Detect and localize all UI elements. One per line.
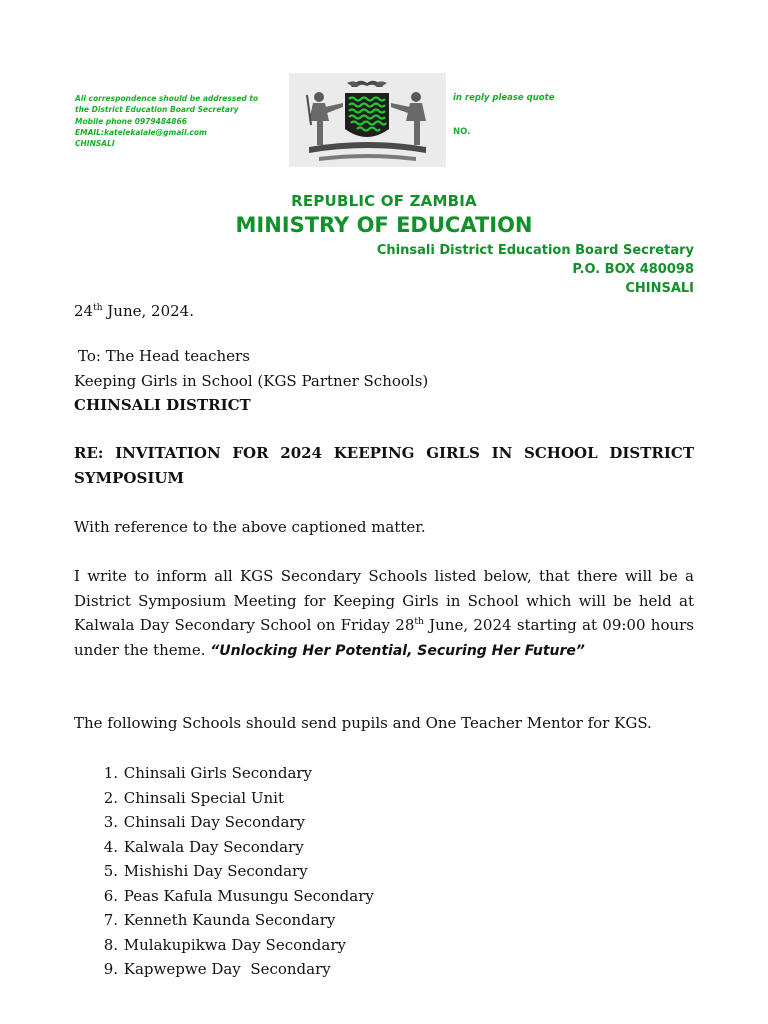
reference-paragraph: With reference to the above captioned matter. — [74, 518, 426, 536]
list-number: 6. — [103, 886, 118, 905]
date-rest: June, 2024. — [102, 302, 194, 320]
invitation-text: I write to inform all KGS Secondary Schools listed below, that there will be a District Symposium Meeting for Keeping Girls in School which will be held at Kalwala Day Secondary School on Friday 28 — [74, 567, 694, 634]
list-item — [94, 835, 374, 860]
school-name: Chinsali Day Secondary — [123, 813, 306, 831]
school-list — [94, 761, 374, 982]
recipient-to: To: The Head teachers — [78, 347, 250, 365]
list-number: 7. — [103, 911, 118, 929]
date-day: 24 — [74, 302, 94, 320]
letter-subject: RE: INVITATION FOR 2024 KEEPING GIRLS IN SCHOOL DISTRICT SYMPOSIUM — [74, 444, 694, 487]
correspondence-email: EMAIL:katelekalale@gmail.com — [75, 127, 207, 137]
list-item — [94, 786, 374, 811]
list-number: 4. — [103, 837, 118, 856]
address-line: Chinsali District Education Board Secretary — [376, 243, 694, 258]
school-name: Kapwepwe Day Secondary — [123, 960, 331, 978]
address-line: P.O. BOX 480098 — [572, 262, 694, 277]
school-name: Mishishi Day Secondary — [123, 862, 308, 880]
list-item — [94, 859, 374, 884]
reply-note: in reply please quote — [453, 93, 555, 103]
school-name: Kenneth Kaunda Secondary — [123, 911, 336, 929]
correspondence-town: CHINSALI — [75, 139, 115, 149]
list-item — [94, 908, 374, 933]
coat-of-arms-icon — [289, 73, 446, 167]
school-name: Chinsali Special Unit — [123, 788, 284, 807]
school-name: Mulakupikwa Day Secondary — [123, 935, 346, 954]
symposium-theme: “Unlocking Her Potential, Securing Her Future” — [210, 642, 585, 659]
list-number: 3. — [103, 813, 118, 831]
recipient-program: Keeping Girls in School (KGS Partner Schools) — [74, 371, 429, 390]
reference-number-label: NO. — [453, 127, 471, 137]
correspondence-note — [75, 93, 290, 149]
list-item — [94, 933, 374, 958]
school-name: Peas Kafula Musungu Secondary — [123, 886, 374, 905]
school-name: Chinsali Girls Secondary — [123, 764, 313, 782]
list-number: 1. — [103, 764, 118, 782]
list-item — [94, 957, 374, 982]
correspondence-line: All correspondence should be addressed to — [75, 94, 259, 103]
list-item — [94, 884, 374, 909]
schools-intro-paragraph: The following Schools should send pupils and One Teacher Mentor for KGS. — [74, 714, 652, 732]
list-number: 2. — [103, 788, 118, 807]
date-suffix: th — [93, 303, 103, 313]
invitation-date-suffix: th — [414, 617, 424, 627]
school-name: Kalwala Day Secondary — [123, 837, 304, 856]
ministry-heading: MINISTRY OF EDUCATION — [235, 213, 533, 237]
list-number: 5. — [103, 862, 118, 880]
republic-heading: REPUBLIC OF ZAMBIA — [291, 192, 477, 210]
correspondence-line: the District Education Board Secretary — [75, 105, 239, 115]
recipient-district: CHINSALI DISTRICT — [74, 396, 251, 414]
recipient-block — [74, 344, 428, 418]
list-item — [94, 810, 374, 835]
coat-of-arms-emblem — [289, 73, 446, 167]
invitation-text-continued: June, 2024 starting at 09:00 hours under the theme. — [74, 616, 695, 659]
invitation-paragraph — [74, 564, 694, 663]
list-number: 8. — [103, 935, 118, 954]
address-line: CHINSALI — [625, 281, 694, 296]
list-item — [94, 761, 374, 786]
correspondence-phone: Mobile phone 0979484866 — [75, 116, 187, 126]
list-number: 9. — [103, 960, 118, 978]
sender-address — [377, 241, 694, 298]
letter-date — [74, 296, 194, 324]
